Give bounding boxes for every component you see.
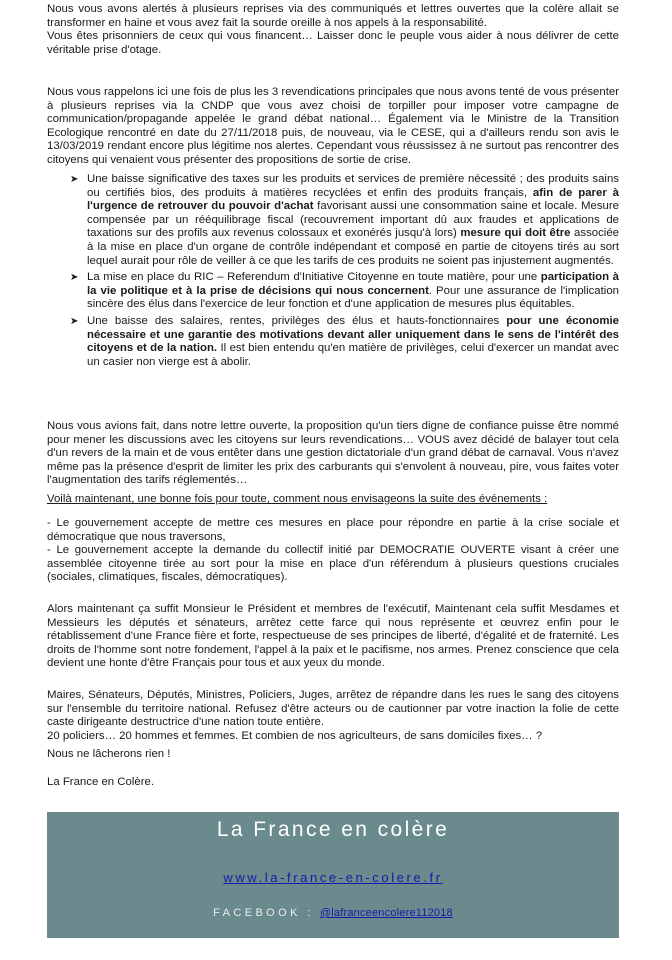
footer-banner xyxy=(47,812,619,938)
arrow-bullet-icon: ➤ xyxy=(70,174,79,185)
website-link[interactable]: www.la-france-en-colere.fr xyxy=(223,870,443,885)
paragraph-alert: Nous vous avons alertés à plusieurs reprises via des communiqués et lettres ouvertes que la colère allait se transformer en haine et vous avez fait la sourde oreille à nos appels à la responsabilité. Vous êtes prisonniers de ceux qui vous financent… Laisser donc le peuple vous aider à nous délivrer de cette véritable prise d'otage. xyxy=(47,3,619,56)
list-item: ➤ Une baisse significative des taxes sur les produits et services de première nécessité ; des produits sains ou certifiés bios, des produits à matières recyclées et enfin des produits français, afin de parer à l'urgence de retrouver du pouvoir d'achat favorisant aussi une consommation saine et locale. Mesure compensée par un rééquilibrage fiscal (recouvrement important dû aux fraudes et applications de taxations sur des profils aux revenus colossaux et exonérés jusqu'à lors) mesure qui doit être associée à la mise en place d'un organe de contrôle indépendant et composé en partie de citoyens tirés au sort lequel aurait pour rôle de veiller à ce que les tarifs de ces produits ne soient pas injustement augmentés. xyxy=(70,173,620,267)
paragraph-conditions: - Le gouvernement accepte de mettre ces mesures en place pour répondre en partie à la crise sociale et démocratique que nous traversons, - Le gouvernement accepte la demande du collectif initié par DEMOCRATIE OUVERTE visant à créer une assemblée citoyenne tirée au sort pour la mise en place d'un référendum à plusieurs questions cruciales (sociales, climatiques, fiscales, démocratiques). xyxy=(47,517,619,584)
website-link-row xyxy=(47,870,619,885)
list-item: ➤ Une baisse des salaires, rentes, privilèges des élus et hauts-fonctionnaires pour une économie nécessaire et une garantie des motivations devant aller uniquement dans le sens de l'intérêt des citoyens et de la nation. Il est bien entendu qu'en matière de privilèges, celui d'exercer un mandat avec un casier non vierge est à abolir. xyxy=(70,314,620,368)
facebook-link[interactable]: @lafranceencolere112018 xyxy=(319,907,453,919)
demands-list xyxy=(70,173,619,369)
arrow-bullet-icon: ➤ xyxy=(70,272,79,284)
facebook-row xyxy=(47,907,619,919)
paragraph-lettre-ouverte: Nous vous avions fait, dans notre lettre ouverte, la proposition qu'un tiers digne de confiance puisse être nommé pour mener les discussions avec les citoyens sur leurs revendications… VOUS avez décidé de balayer tout cela d'un revers de la main et de vous entêter dans une gestion dictatoriale d'un grand débat de carnaval. Vous n'avez même pas la présence d'esprit de limiter les prix des carburants qui s'envolent à nouveau, pire, vous faites voter l'augmentation des tarifs réglementés… xyxy=(47,420,620,487)
paragraph-ca-suffit: Alors maintenant ça suffit Monsieur le Président et membres de l'exécutif, Maintenant cela suffit Mesdames et Messieurs les députés et sénateurs, arrêtez cette farce qui nous représente et œuvrez enfin pour le rétablissement d'une France fière et forte, respectueuse de ses principes de liberté, d'égalité et de fraternité. Les droits de l'homme sont notre fondement, l'appel à la paix et le pacifisme, nos armes. Prenez conscience que cela devient une honte d'être Français pour tous et aux yeux du monde. xyxy=(47,603,619,670)
section-heading: Voilà maintenant, une bonne fois pour toute, comment nous envisageons la suite des événements : xyxy=(47,493,548,505)
signature: La France en Colère. xyxy=(47,776,155,788)
facebook-label: FACEBOOK : xyxy=(213,907,314,919)
paragraph-appel: Maires, Sénateurs, Députés, Ministres, Policiers, Juges, arrêtez de répandre dans les rues le sang des citoyens sur l'ensemble du territoire national. Refusez d'être acteurs ou de cautionner par votre inaction la folie de cette caste dirigeante destructrice d'une nation toute entière. 20 policiers… 20 hommes et femmes. Et combien de nos agriculteurs, de sans domiciles fixes… ? xyxy=(47,689,619,742)
closing-line: Nous ne lâcherons rien ! xyxy=(47,748,171,760)
paragraph-revendications: Nous vous rappelons ici une fois de plus les 3 revendications principales que nous avons tenté de vous présenter à plusieurs reprises via la CNDP que vous avez choisi de torpiller pour imposer votre campagne de communication/propagande appelée le grand débat national… Également via le Ministre de la Transition Ecologique rencontré en date du 27/11/2018 puis, de nouveau, via le CESE, qui a d'ailleurs rendu son avis le 13/03/2019 rendant encore plus légitime nos alertes. Cependant vous réussissez à ne surtout pas rencontrer des citoyens qui venaient vous présenter des propositions de sortie de crise. xyxy=(47,86,619,166)
arrow-bullet-icon: ➤ xyxy=(70,315,79,327)
footer-title: La France en colère xyxy=(216,818,450,841)
list-item: ➤ La mise en place du RIC – Referendum d'Initiative Citoyenne en toute matière, pour une participation à la vie politique et à la prise de décisions qui nous concernent. Pour une assurance de l'implication sincère des élus dans l'exercice de leur fonction et d'une application de mesures plus équitables. xyxy=(70,271,619,311)
